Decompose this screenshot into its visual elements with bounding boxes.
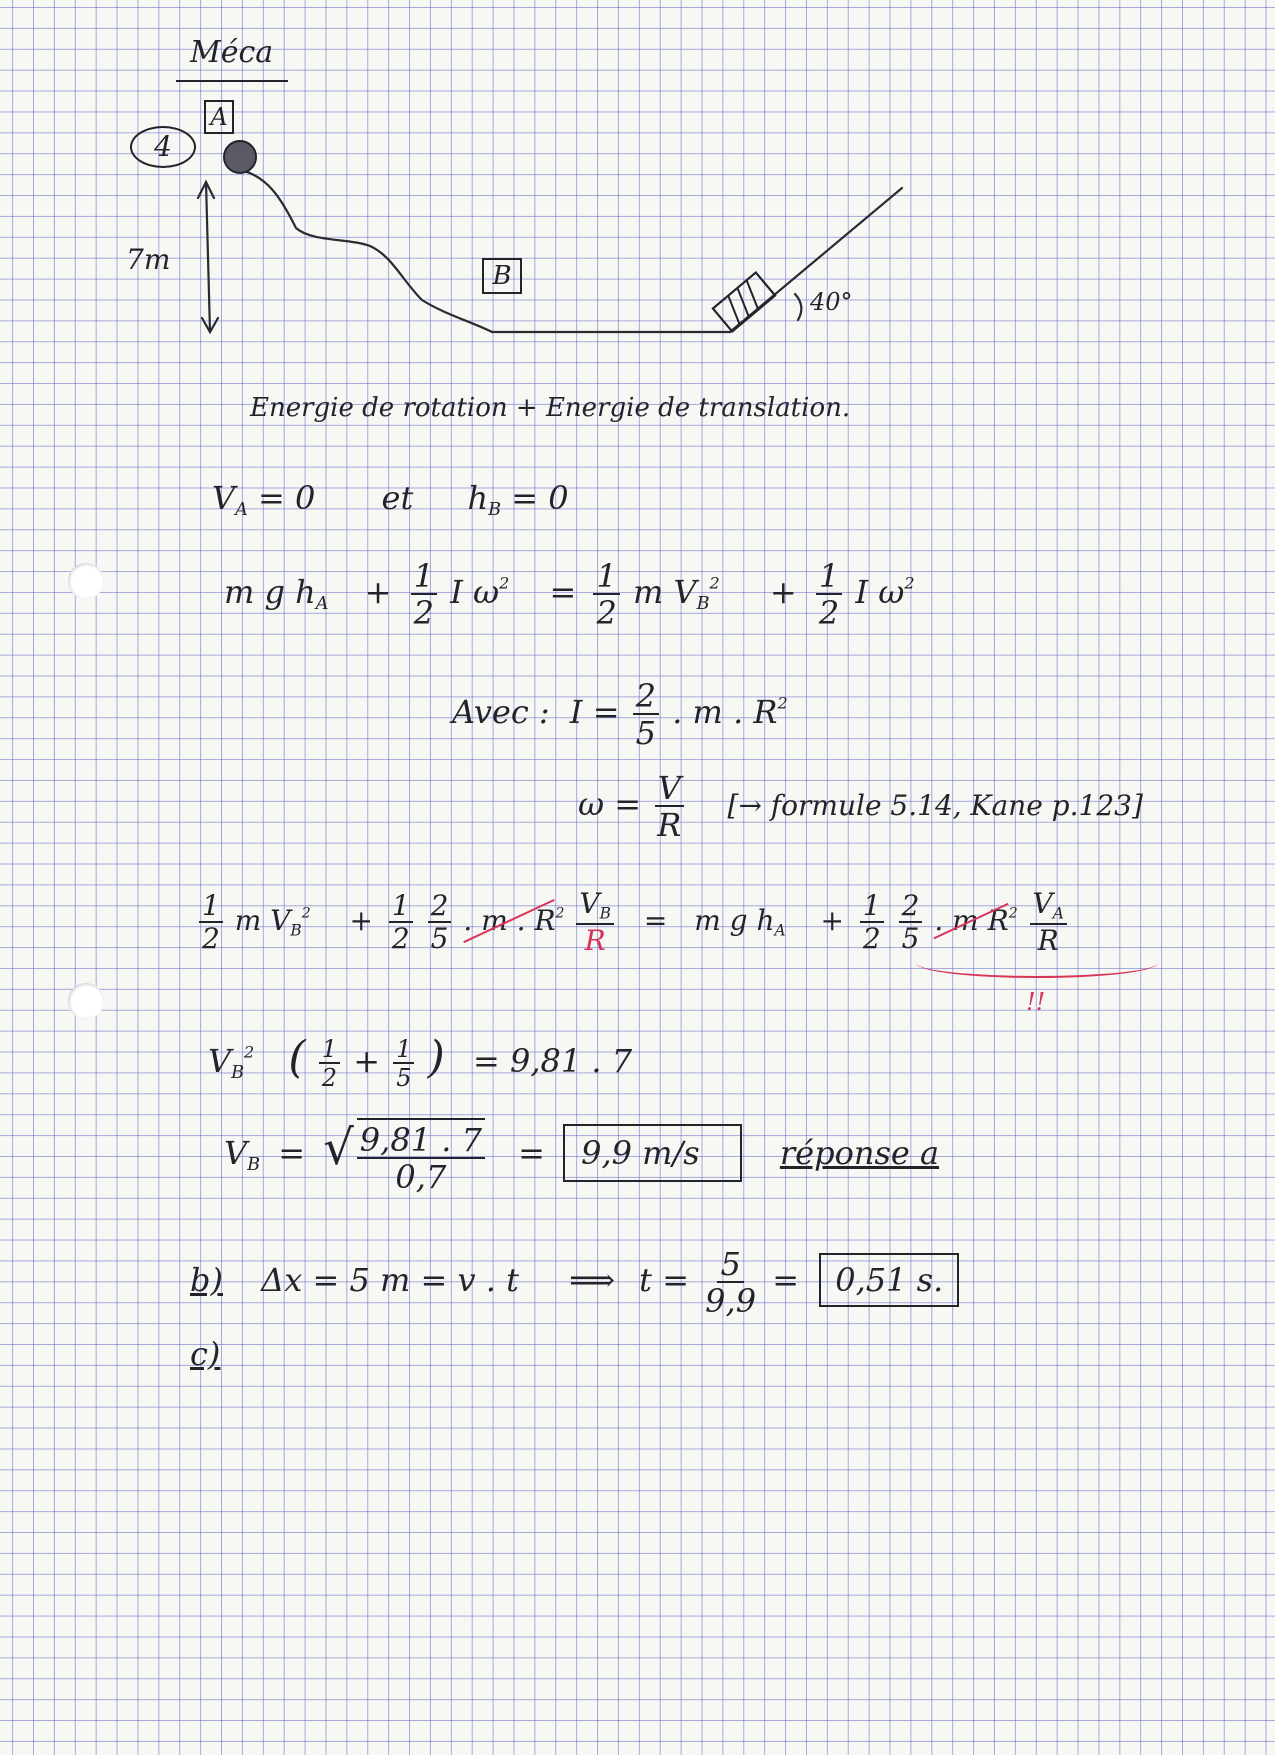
result-eq: =	[278, 1134, 306, 1172]
avec-omega	[578, 769, 1143, 844]
eq1-half-1: $\frac{1}{2}$	[411, 560, 437, 629]
avec-inertia: Avec : I = $\frac{2}{5}$ . m . $R^2$	[452, 677, 788, 752]
result-eq2: =	[518, 1134, 545, 1172]
angle-arc	[795, 294, 801, 320]
eq3-rhs: = 9,81 . 7	[472, 1042, 633, 1080]
va-symbol: $V_A$	[212, 479, 248, 521]
eq3-lhs: V	[208, 1042, 232, 1080]
label-b-text: B	[492, 261, 512, 291]
ball	[224, 141, 256, 173]
eq1-half-3: $\frac{1}{2}$	[816, 560, 842, 629]
eq1-plus2: +	[769, 573, 797, 611]
omega-reference: [→ formule 5.14, Kane p.123]	[727, 789, 1143, 822]
result-value: 9,9 m/s	[581, 1134, 700, 1172]
sliding-block	[713, 273, 775, 332]
conditions-line	[212, 479, 569, 521]
eq3-plus: +	[353, 1042, 381, 1080]
velocity-equation: $V_B^2$ ( $\frac{1}{2}$ + $\frac{1}{5}$ ) = 9,81 . 7	[208, 1032, 633, 1092]
red-bracket	[916, 948, 1158, 978]
page-title: Méca	[190, 35, 274, 70]
part-b-value: 0,51 s.	[835, 1261, 944, 1299]
eq1-eq: =	[549, 573, 577, 611]
eq1-half-2: $\frac{1}{2}$	[593, 560, 619, 629]
energy-equation: m g $h_A$ + $\frac{1}{2}$ I $\omega^2$ = $\frac{1}{2}$ m $V_B^2$ + $\frac{1}{2}$ I $\omega^2$	[224, 557, 915, 632]
velocity-result: $V_B$ = √ $\frac{9,81 . 7}{0,7}$ = 9,9 m/s réponse a	[224, 1120, 940, 1196]
height-line	[206, 182, 210, 332]
result-fraction: $\frac{9,81 . 7}{0,7}$	[357, 1118, 485, 1193]
answer-label: réponse a	[779, 1134, 940, 1172]
avec-label: Avec :	[452, 693, 550, 731]
energy-heading: Energie de rotation + Energie de translation.	[250, 393, 851, 423]
part-b-value-box	[819, 1253, 959, 1307]
eq1-iw: I ω	[450, 573, 500, 611]
va-value: = 0	[258, 479, 316, 517]
height-label: 7m	[126, 243, 171, 276]
conditions-conj: et	[381, 479, 414, 517]
angle-label: 40°	[810, 288, 853, 316]
eq3-half: $\frac{1}{2}$	[319, 1037, 340, 1090]
avec-i: I =	[569, 693, 620, 731]
binder-hole-top	[68, 563, 104, 599]
eq1-iw2: I ω	[855, 573, 905, 611]
eq1-mv: m V	[632, 573, 697, 611]
part-b-line	[190, 1245, 959, 1320]
avec-two-fifths: $\frac{2}{5}$	[633, 680, 659, 749]
eq2-half-3: $\frac{1}{2}$	[860, 892, 884, 953]
omega-v-over-r: $\frac{V}{R}$	[654, 772, 684, 841]
result-value-box	[563, 1124, 742, 1182]
label-b	[482, 258, 522, 294]
eq1-mgh: m g h	[224, 573, 316, 611]
eq1-sub-a: A	[315, 594, 329, 615]
eq2-mr2: . m R	[934, 903, 1009, 937]
eq2-va-over-r: $\frac{V_A}{R}$	[1030, 890, 1067, 955]
eq3-close: )	[427, 1032, 445, 1083]
part-b-expr: Δx = 5 m = v . t	[261, 1261, 519, 1299]
hb-symbol: $h_B$	[467, 479, 502, 521]
part-c-label: c)	[190, 1335, 221, 1373]
sqrt-sign: √	[323, 1120, 354, 1176]
part-b-label: b)	[190, 1261, 223, 1299]
eq1-plus1: +	[364, 573, 392, 611]
label-a	[204, 100, 234, 134]
part-b-arrow: ⟹	[569, 1261, 615, 1299]
eq2-vb-over-r2: $\frac{V_B}{R}$	[576, 890, 614, 955]
hb-value: = 0	[511, 479, 569, 517]
binder-hole-bottom	[68, 983, 104, 1019]
result-lhs: V	[224, 1134, 248, 1172]
eq2-half-2: $\frac{1}{2}$	[389, 892, 413, 953]
exercise-number-text: 4	[154, 130, 172, 163]
eq2-plus1: +	[349, 903, 374, 937]
label-a-text: A	[210, 103, 228, 131]
red-note: !!	[1026, 988, 1046, 1016]
eq3-open: (	[288, 1032, 306, 1083]
eq2-eq: =	[643, 903, 668, 937]
avec-mr2: . m . R	[672, 693, 778, 731]
eq2-two-fifths-1: $\frac{2}{5}$	[428, 892, 452, 953]
slope-curve	[240, 170, 492, 332]
part-b-fraction: $\frac{5}{9,9}$	[705, 1245, 757, 1320]
omega-lhs: ω =	[578, 785, 642, 823]
eq2-half-1: $\frac{1}{2}$	[199, 892, 223, 953]
simplified-equation: $\frac{1}{2}$ m $V_B^2$ + $\frac{1}{2}$ $\frac{2}{5}$ . m . $R^2$ $\frac{V_B}{R}$ = m g $h_A$ + $\frac{1}{2}$ $\frac{2}{5}$ . m $R^2$ $\frac{V_A}{R}$	[196, 890, 1070, 955]
eq2-two-fifths-2: $\frac{2}{5}$	[899, 892, 923, 953]
eq2-plus2: +	[820, 903, 844, 937]
eq1-sub-b: B	[696, 594, 710, 615]
eq3-fifth: $\frac{1}{5}$	[393, 1037, 414, 1090]
part-b-t: t =	[639, 1261, 689, 1299]
part-b-eq: =	[772, 1261, 800, 1299]
ramp-diagram	[0, 0, 1275, 360]
eq2-dot-m: . m . R	[463, 903, 556, 937]
eq2-mvb: m V	[234, 903, 291, 937]
eq2-mgh: m g h	[694, 903, 775, 937]
